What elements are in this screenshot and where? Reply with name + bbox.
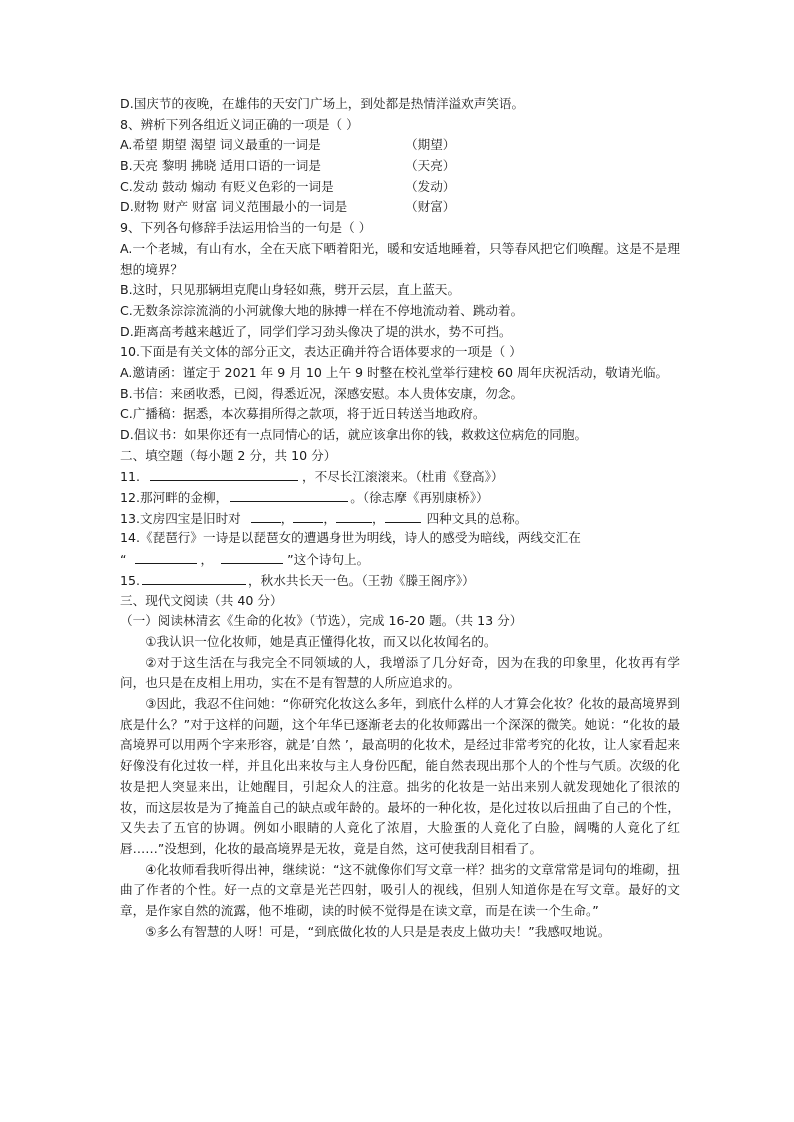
q8-option-a [120,135,680,156]
q13-blank-4[interactable] [385,508,421,523]
q12-blank[interactable] [230,487,348,502]
q15-number: 15. [120,572,141,588]
q11 [120,466,680,487]
passage-paragraph-3: ③因此，我忍不住问她：“你研究化妆这么多年，到底什么样的人才算会化妆？化妆的最高境界到底是什么？”对于这样的问题，这个年华已逐渐老去的化妆师露出一个深深的微笑。她说：“化妆的最高境界可以用两个字来形容，就是’自然 ’，最高明的化妆术，是经过非常考究的化妆，让人家看起来好像没有化过妆一样，并且化出来妆与主人身份匹配，能自然表现出那个人的个性与气质。次级的化妆是把人突显来出，让她醒目，引起众人的注意。拙劣的化妆是一站出来别人就发现她化了很浓的妆，而这层妆是为了掩盖自己的缺点或年龄的。最坏的一种化妆，是化过妆以后扭曲了自己的个性，又失去了五官的协调。例如小眼睛的人竟化了浓眉，大脸蛋的人竟化了白脸，阔嘴的人竟化了红唇……”没想到，化妆的最高境界是无妆，竟是自然，这可使我刮目相看了。 [120,696,680,856]
q10-option-b: B.书信：来函收悉，已阅，得悉近况，深感安慰。本人贵体安康，勿念。 [120,385,524,401]
q13-text-after: 四种文具的总称。 [426,510,528,526]
q14-line-1: 14.《琵琶行》一诗是以琵琶女的遭遇身世为明线，诗人的感受为暗线，两线交汇在 [120,530,581,546]
q10-option-d: D.倡议书：如果你还有一点同情心的话，就应该拿出你的钱，救救这位病危的同胞。 [120,427,588,443]
passage-paragraph-5: ⑤多么有智慧的人呀！可是，“到底做化妆的人只是是表皮上做功夫！”我感叹地说。 [145,923,611,939]
q14-comma: ， [200,552,214,568]
q13-sep-1: ， [280,510,294,526]
passage-paragraph-2: ②对于这生活在与我完全不同领域的人，我增添了几分好奇，因为在我的印象里，化妆再有学问，也只是在皮相上用功，实在不是有智慧的人所应追求的。 [120,654,680,691]
q12-text-before: 12.那河畔的金柳， [120,490,229,506]
q12-text-after: 。（徐志摩《再别康桥》） [350,490,489,506]
q14-blank-1[interactable] [135,549,197,564]
q13-blank-1[interactable] [251,508,281,523]
q8-option-d-answer: （财富） [405,199,456,215]
q9-option-a: A.一个老城，有山有水，全在天底下晒着阳光，暖和安适地睡着，只等春风把它们唤醒。这是不是理想的境界？ [120,240,680,277]
q8-option-c-text: C.发动 鼓动 煽动 有贬义色彩的一词是 [120,178,334,194]
q15-blank[interactable] [142,570,246,585]
q8-option-d-text: D.财物 财产 财富 词义范围最小的一词是 [120,199,348,215]
q12 [120,487,680,508]
q10-stem: 10.下面是有关文体的部分正文，表达正确并符合语体要求的一项是（ ） [120,344,522,360]
q8-option-c-answer: （发动） [405,178,456,194]
q8-option-b-answer: （天亮） [405,158,456,174]
passage-paragraph-4: ④化妆师看我听得出神，继续说：“这不就像你们写文章一样？拙劣的文章常常是词句的堆砌，扭曲了作者的个性。好一点的文章是光芒四射，吸引人的视线，但别人知道你是在写文章。最好的文章，是作家自然的流露，他不堆砌，读的时候不觉得是在读文章，而是在读一个生命。” [120,861,680,919]
q13-text-before: 13.文房四宝是旧时对 [120,510,241,526]
q7-option-d: D.国庆节的夜晚，在雄伟的天安门广场上，到处都是热情洋溢欢声笑语。 [120,96,525,111]
passage-paragraph-1: ①我认识一位化妆师，她是真正懂得化妆，而又以化妆闻名的。 [145,633,497,649]
q8-option-b [120,156,680,177]
q8-option-b-text: B.天亮 黎明 拂晓 适用口语的一词是 [120,158,321,174]
q11-blank[interactable] [150,466,298,481]
q15-text: ，秋水共长天一色。（王勃《滕王阁序》） [248,572,475,588]
section2-heading: 二、填空题（每小题 2 分，共 10 分） [120,447,337,463]
q13-sep-2: ， [323,510,336,526]
section3-sub-heading: （一）阅读林清玄《生命的化妆》（节选），完成 16-20 题。（共 13 分） [120,613,523,629]
q8-stem: 8、辨析下列各组近义词正确的一项是（ ） [120,116,359,132]
q9-stem: 9、下列各句修辞手法运用恰当的一句是（ ） [120,220,372,236]
q14-line-2 [120,549,680,570]
q13-blank-3[interactable] [336,508,372,523]
section3-heading: 三、现代文阅读（共 40 分） [120,592,283,608]
q8-option-a-answer: （期望） [405,137,456,153]
q10-option-c: C.广播稿：据悉，本次募捐所得之款项，将于近日转送当地政府。 [120,406,486,422]
q13 [120,508,680,529]
q10-option-a: A.邀请函：谨定于 2021 年 9 月 10 上午 9 时整在校礼堂举行建校 60 周年庆祝活动，敬请光临。 [120,364,669,380]
q14-open-quote: “ [120,552,127,568]
q8-option-c [120,177,680,198]
q8-option-d [120,197,680,218]
q11-text: ，不尽长江滚滚来。（杜甫《登高》） [302,469,504,485]
q11-number: 11. [120,469,141,485]
q14-close-text: ”这个诗句上。 [287,552,370,568]
q13-sep-3: ， [371,510,385,526]
document-page [120,94,680,942]
q9-option-d: D.距离高考越来越近了，同学们学习劲头像决了堤的洪水，势不可挡。 [120,323,512,339]
q14-blank-2[interactable] [221,549,283,564]
q13-blank-2[interactable] [293,508,323,523]
q8-option-a-text: A.希望 期望 渴望 词义最重的一词是 [120,137,321,153]
q9-option-c: C.无数条淙淙流淌的小河就像大地的脉搏一样在不停地流动着、跳动着。 [120,302,524,318]
q15 [120,570,680,591]
q9-option-b: B.这时，只见那辆坦克爬山身轻如燕，劈开云层，直上蓝天。 [120,282,461,298]
